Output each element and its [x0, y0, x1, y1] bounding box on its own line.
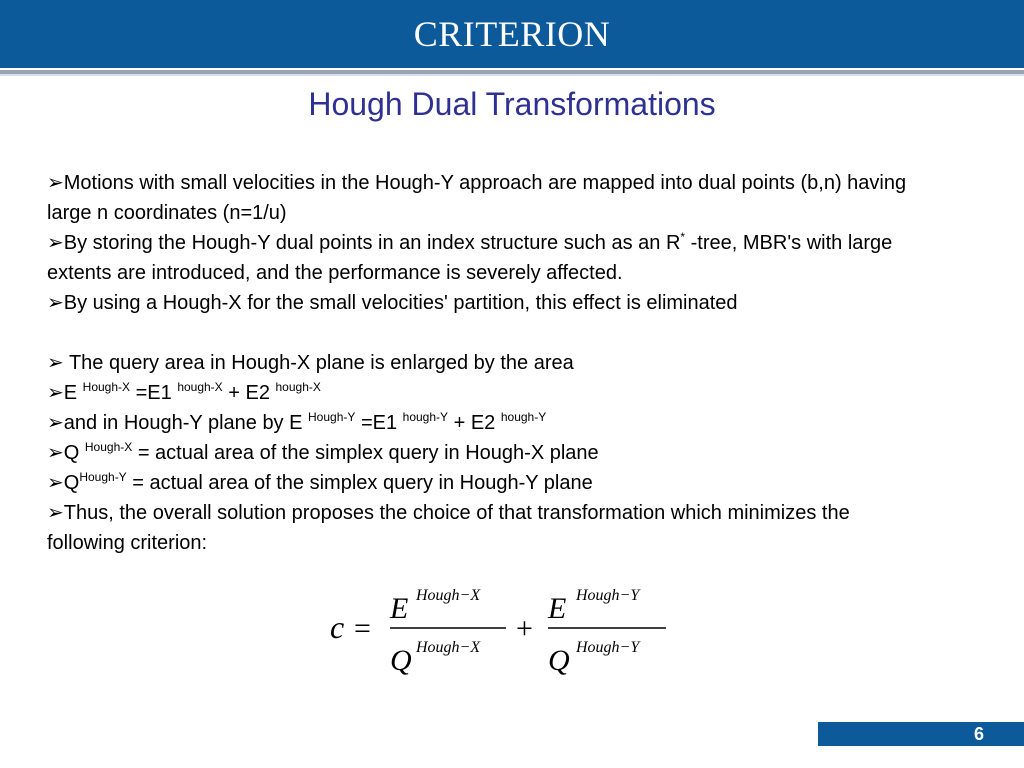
bullet-text: + E2 — [448, 412, 501, 434]
bullet-text: =E1 — [130, 382, 178, 404]
bullet-text: following criterion: — [47, 532, 208, 554]
bullet-text: By storing the Hough-Y dual points in an index structure such as an R — [63, 232, 681, 254]
numerator-1: E — [390, 592, 409, 625]
slide-title: CRITERION — [413, 14, 611, 54]
bullet-item — [47, 348, 967, 378]
bullet-arrow-icon: ➢ — [47, 352, 64, 374]
header-divider-light — [0, 74, 1024, 76]
bullet-text: extents are introduced, and the performance is severely affected. — [47, 262, 623, 284]
denominator-2-sup: Hough−Y — [576, 639, 640, 656]
bullet-arrow-icon: ➢ — [47, 442, 64, 464]
bullet-list — [47, 168, 967, 558]
bullet-continuation — [47, 258, 967, 288]
numerator-2: E — [548, 592, 567, 625]
bullet-arrow-icon: ➢ — [47, 232, 64, 254]
bullet-arrow-icon: ➢ — [47, 412, 64, 434]
bullet-text: Q — [63, 442, 85, 464]
spacer — [47, 318, 967, 348]
bullet-item — [47, 408, 967, 438]
bullet-item — [47, 498, 967, 528]
denominator-1: Q — [390, 644, 412, 677]
superscript: hough-Y — [402, 410, 449, 424]
bullet-text: = actual area of the simplex query in Hough-X plane — [132, 442, 599, 464]
bullet-item — [47, 438, 967, 468]
bullet-item — [47, 288, 967, 318]
bullet-text: Motions with small velocities in the Hough-Y approach are mapped into dual points (b,n) having — [63, 172, 907, 194]
bullet-text: =E1 — [355, 412, 403, 434]
bullet-arrow-icon: ➢ — [47, 502, 64, 524]
bullet-text: = actual area of the simplex query in Hough-Y plane — [126, 472, 593, 494]
bullet-arrow-icon: ➢ — [47, 472, 64, 494]
bullet-arrow-icon: ➢ — [47, 382, 64, 404]
bullet-text: The query area in Hough-X plane is enlarged by the area — [63, 352, 574, 374]
criterion-formula — [330, 578, 690, 678]
denominator-2: Q — [548, 644, 570, 677]
superscript: Hough-X — [84, 440, 133, 454]
superscript: hough-Y — [500, 410, 547, 424]
bullet-text: By using a Hough-X for the small velocities' partition, this effect is eliminated — [63, 292, 738, 314]
superscript: * — [680, 230, 686, 244]
title-bar — [0, 0, 1024, 68]
bullet-text: Thus, the overall solution proposes the choice of that transformation which minimizes the — [63, 502, 850, 524]
formula-equals: = — [354, 612, 371, 645]
bullet-text: E — [63, 382, 83, 404]
formula-plus: + — [516, 612, 533, 645]
superscript: Hough-X — [82, 380, 131, 394]
footer-bar — [818, 722, 1024, 746]
bullet-continuation — [47, 528, 967, 558]
slide-subtitle: Hough Dual Transformations — [308, 86, 716, 122]
formula-lhs: c — [330, 609, 345, 645]
numerator-2-sup: Hough−Y — [576, 587, 640, 604]
bullet-continuation — [47, 198, 967, 228]
superscript: hough-X — [177, 380, 223, 394]
superscript: hough-X — [275, 380, 321, 394]
bullet-arrow-icon: ➢ — [47, 292, 64, 314]
bullet-text: + E2 — [222, 382, 276, 404]
bullet-text: large n coordinates (n=1/u) — [47, 202, 287, 224]
bullet-item — [47, 378, 967, 408]
numerator-1-sup: Hough−X — [416, 587, 481, 604]
bullet-item — [47, 468, 967, 498]
denominator-1-sup: Hough−X — [416, 639, 481, 656]
bullet-text: and in Hough-Y plane by E — [63, 412, 309, 434]
superscript: Hough-Y — [308, 410, 356, 424]
page-number: 6 — [973, 724, 984, 744]
bullet-item — [47, 228, 967, 258]
bullet-text: Q — [63, 472, 80, 494]
superscript: Hough-Y — [79, 470, 127, 484]
bullet-arrow-icon: ➢ — [47, 172, 64, 194]
bullet-text: -tree, MBR's with large — [685, 232, 893, 254]
bullet-item — [47, 168, 967, 198]
